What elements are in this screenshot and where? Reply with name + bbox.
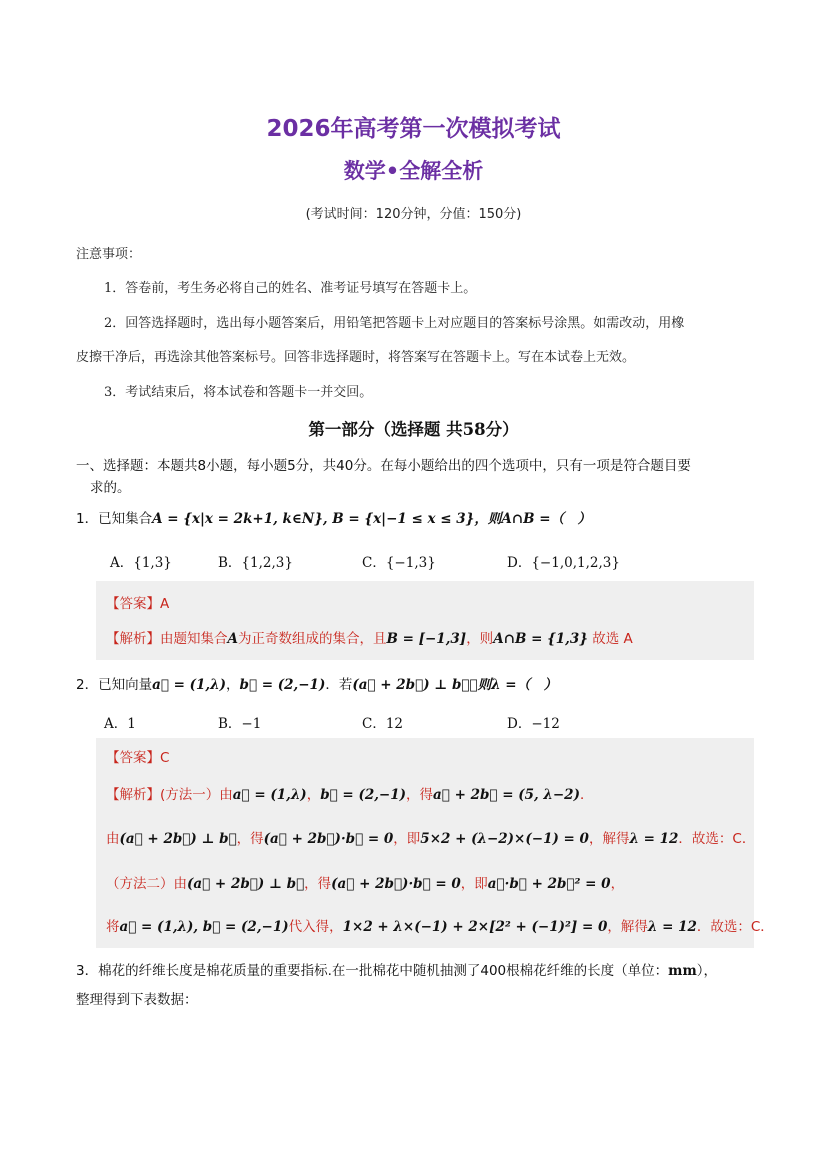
question-1-analysis <box>106 627 633 647</box>
question-2-sep: ．若 <box>325 677 353 693</box>
analysis-math: A∩B = {1,3} <box>493 631 588 647</box>
question-2-option-b: B．−1 <box>218 716 262 732</box>
question-1-answer-box <box>96 581 754 660</box>
analysis-text: 由 <box>106 831 120 847</box>
analysis-text: 为正奇数组成的集合，且 <box>237 631 387 647</box>
question-2-number: 2．已知向量 <box>76 677 153 693</box>
question-3-stem-line-2: 整理得到下表数据： <box>76 992 198 1008</box>
question-1-number: 1．已知集合 <box>76 511 153 527</box>
question-2-analysis-line-1: 【解析】(方法一）由a⃗ = (1,λ)，b⃗ = (2,−1)，得a⃗ + 2b⃗ = (5, λ−2)． <box>106 787 594 803</box>
analysis-math: 5×2 + (λ−2)×(−1) = 0 <box>420 831 589 847</box>
analysis-text: ，即 <box>460 876 488 892</box>
analysis-math: (a⃗ + 2b⃗)·b⃗ = 0 <box>331 876 461 892</box>
analysis-math: a⃗ = (1,λ) <box>232 787 307 803</box>
notice-item-3: 3．考试结束后，将本试卷和答题卡一并交回。 <box>104 385 373 400</box>
question-2-condition: (a⃗ + 2b⃗) ⊥ b⃗ <box>352 677 470 693</box>
notice-item-1: 1．答卷前，考生务必将自己的姓名、准考证号填写在答题卡上。 <box>104 281 477 296</box>
question-2-option-a: A．1 <box>104 716 136 732</box>
analysis-text: ，解得 <box>588 831 630 847</box>
question-3-stem-line-1 <box>76 959 717 979</box>
question-2-option-c: C．12 <box>362 716 404 732</box>
question-1-option-b: B．{1,2,3} <box>218 555 293 571</box>
analysis-text: ， <box>610 876 625 892</box>
question-2-stem <box>76 673 557 693</box>
question-2-sep: ， <box>226 677 240 693</box>
section-intro-line-2: 求的。 <box>90 480 131 496</box>
analysis-text: ，得 <box>406 787 434 803</box>
question-2-vector-b: b⃗ = (2,−1) <box>239 677 326 693</box>
question-1-tail: ，则A∩B =（ ） <box>474 511 592 527</box>
analysis-text: ．故选：C． <box>696 919 774 935</box>
analysis-math: λ = 12 <box>629 831 679 847</box>
analysis-math: 1×2 + λ×(−1) + 2×[2² + (−1)²] = 0 <box>342 919 608 935</box>
question-2-answer-box <box>96 738 774 948</box>
analysis-text: ，则 <box>466 631 494 647</box>
page-subtitle: 数学•全解全析 <box>343 159 484 183</box>
question-3-text: ）， <box>696 963 717 979</box>
notice-item-2-line-2: 皮擦干净后，再选涂其他答案标号。回答非选择题时，将答案写在答题卡上。写在本试卷上无效。 <box>76 350 636 365</box>
question-3-unit: mm <box>668 963 697 979</box>
question-1-option-a: A．{1,3} <box>110 555 172 571</box>
analysis-math: b⃗ = (2,−1) <box>320 787 407 803</box>
question-3-text: 3．棉花的纤维长度是棉花质量的重要指标.在一批棉花中随机抽测了400根棉花纤维的长度（单位： <box>76 963 669 979</box>
analysis-text: 故选 A <box>592 631 633 647</box>
question-2-vector-a: a⃗ = (1,λ) <box>152 677 226 693</box>
question-1-option-c: C．{−1,3} <box>362 555 436 571</box>
analysis-math: λ = 12 <box>647 919 697 935</box>
notice-heading: 注意事项： <box>76 247 142 262</box>
analysis-text: ． <box>579 787 594 803</box>
notice-item-2-line-1: 2．回答选择题时，选出每小题答案后，用铅笔把答题卡上对应题目的答案标号涂黑。如需改动，用橡 <box>104 316 685 331</box>
analysis-text: ，即 <box>393 831 421 847</box>
analysis-text: 代入得， <box>288 919 343 935</box>
analysis-text: ，得 <box>236 831 264 847</box>
question-1-option-d: D．{−1,0,1,2,3} <box>507 555 620 571</box>
question-2-tail: ，则λ =（ ） <box>469 677 558 693</box>
analysis-math: a⃗·b⃗ + 2b⃗² = 0 <box>487 876 611 892</box>
question-2-analysis-line-4 <box>106 915 774 935</box>
analysis-text: 将 <box>106 919 120 935</box>
analysis-text: 【解析】由题知集合 <box>106 631 228 647</box>
question-1-sets: A = {x|x = 2k+1, k∈N}, B = {x|−1 ≤ x ≤ 3} <box>152 511 475 527</box>
analysis-text: ，得 <box>304 876 332 892</box>
analysis-text: 【解析】(方法一）由 <box>106 787 233 803</box>
section-title: 第一部分（选择题 共58分） <box>308 420 519 439</box>
question-2-analysis-line-3 <box>106 872 624 892</box>
question-2-analysis-line-2 <box>106 827 755 847</box>
analysis-text: ．故选：C． <box>678 831 756 847</box>
question-2-answer: 【答案】C <box>106 750 170 766</box>
question-1-stem <box>76 507 591 527</box>
section-intro-line-1: 一、选择题：本题共8小题，每小题5分，共40分。在每小题给出的四个选项中，只有一项是符合题目要 <box>76 458 691 474</box>
page-title: 2026年高考第一次模拟考试 <box>266 116 561 142</box>
exam-info: (考试时间：120分钟，分值：150分) <box>305 207 522 222</box>
analysis-math: (a⃗ + 2b⃗)·b⃗ = 0 <box>263 831 394 847</box>
analysis-text: （方法二）由 <box>106 876 187 892</box>
question-1-answer: 【答案】A <box>106 596 170 612</box>
analysis-math: a⃗ = (1,λ), b⃗ = (2,−1) <box>119 919 289 935</box>
analysis-math: A <box>227 631 238 647</box>
analysis-math: a⃗ + 2b⃗ = (5, λ−2) <box>433 787 580 803</box>
analysis-math: (a⃗ + 2b⃗) ⊥ b⃗ <box>119 831 237 847</box>
analysis-math: B = [−1,3] <box>386 631 467 647</box>
analysis-math: (a⃗ + 2b⃗) ⊥ b⃗ <box>187 876 305 892</box>
question-2-option-d: D．−12 <box>507 716 560 732</box>
analysis-text: ，解得 <box>607 919 648 935</box>
